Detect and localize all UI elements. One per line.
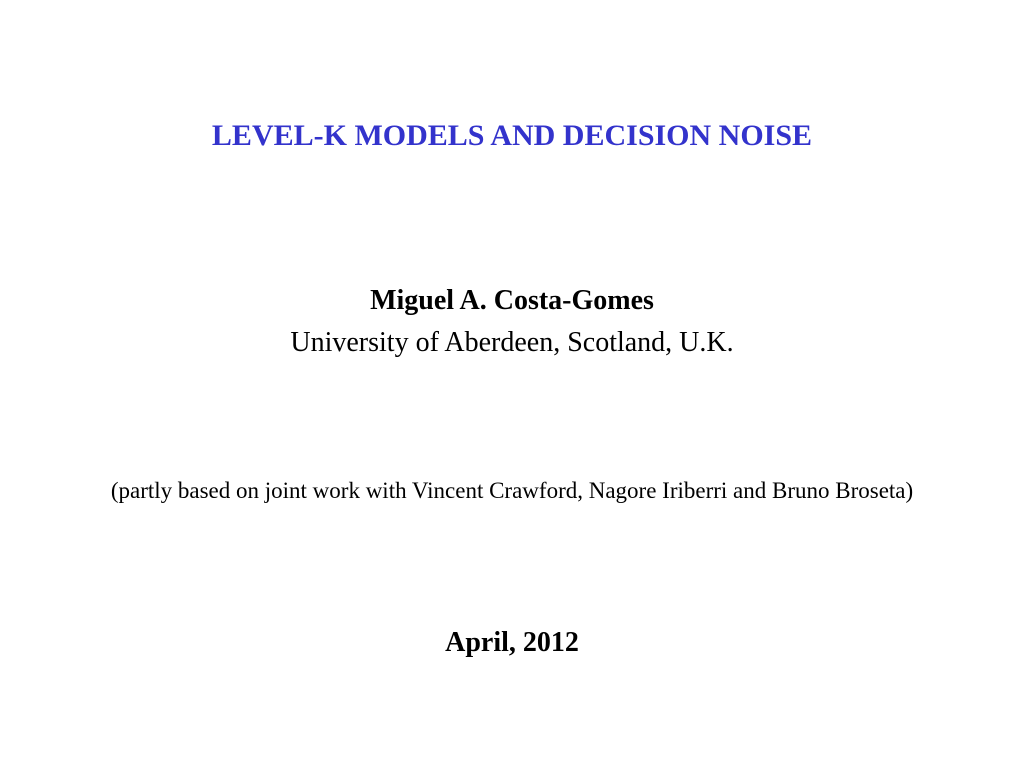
slide-title: LEVEL-K MODELS AND DECISION NOISE [211, 119, 813, 152]
joint-work-note: (partly based on joint work with Vincent Crawford, Nagore Iriberri and Bruno Broseta) [110, 478, 914, 503]
author-name: Miguel A. Costa-Gomes [370, 285, 654, 316]
presentation-date: April, 2012 [445, 627, 579, 658]
author-affiliation: University of Aberdeen, Scotland, U.K. [290, 327, 734, 358]
